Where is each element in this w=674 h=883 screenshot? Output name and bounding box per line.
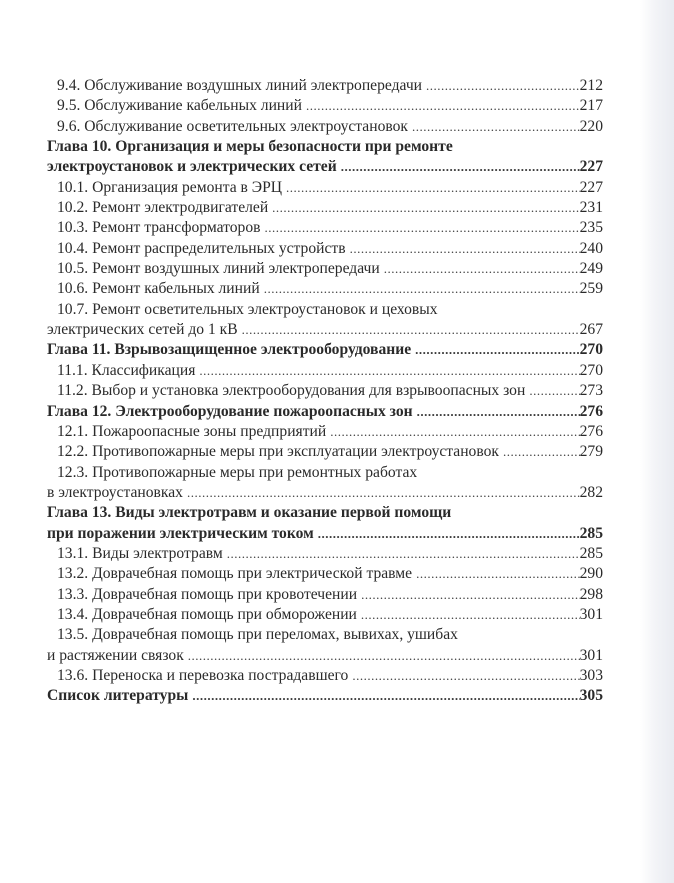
toc-leader-dots: [361, 585, 580, 605]
toc-entry-title: 11.2. Выбор и установка электрооборудования для взрывоопасных зон: [57, 382, 526, 400]
toc-chapter-title: Глава 12. Электрооборудование пожароопасных зон: [47, 402, 413, 420]
toc-entry-title: 13.2. Доврачебная помощь при электрической травме: [57, 565, 413, 583]
toc-entry-10-4[interactable]: [47, 239, 603, 259]
toc-entry-12-1[interactable]: [47, 422, 603, 442]
toc-chapter-title: Глава 13. Виды электротравм и оказание первой помощи: [47, 504, 452, 522]
toc-page-number: 276: [579, 422, 603, 440]
toc-leader-dots: [187, 483, 580, 503]
table-of-contents: [47, 76, 603, 707]
toc-leader-dots: [361, 605, 580, 625]
toc-entry-title: 13.5. Доврачебная помощь при переломах, вывихах, ушибах: [57, 626, 458, 644]
toc-entry-10-7[interactable]: [47, 300, 603, 320]
toc-chapter-11-heading[interactable]: [47, 340, 603, 360]
toc-entry-title: 13.3. Доврачебная помощь при кровотечении: [57, 585, 358, 603]
toc-leader-dots: [227, 544, 580, 564]
toc-entry-title: 13.4. Доврачебная помощь при обморожении: [57, 605, 357, 623]
toc-entry-13-5[interactable]: [47, 625, 603, 645]
toc-entry-13-3[interactable]: [47, 585, 603, 605]
toc-entry-title: 12.1. Пожароопасные зоны предприятий: [57, 422, 327, 440]
toc-leader-dots: [286, 178, 580, 198]
toc-entry-10-2[interactable]: [47, 198, 603, 218]
toc-entry-9-5[interactable]: [47, 96, 603, 116]
toc-page-number: 270: [579, 341, 603, 359]
toc-entry-title: и растяжении связок: [47, 646, 184, 664]
toc-entry-13-5-continuation[interactable]: [47, 646, 603, 666]
toc-entry-9-6[interactable]: [47, 117, 603, 137]
toc-leader-dots: [352, 666, 579, 686]
toc-leader-dots: [264, 218, 579, 238]
toc-entry-11-2[interactable]: [47, 381, 603, 401]
toc-leader-dots: [242, 320, 580, 340]
toc-leader-dots: [350, 239, 580, 259]
toc-page-number: 276: [579, 402, 603, 420]
toc-chapter-13-heading[interactable]: [47, 503, 603, 523]
toc-entry-title: 10.7. Ремонт осветительных электроустановок и цеховых: [57, 300, 438, 318]
toc-entry-10-5[interactable]: [47, 259, 603, 279]
toc-page-number: 267: [579, 321, 603, 339]
toc-leader-dots: [264, 279, 580, 299]
toc-leader-dots: [199, 361, 579, 381]
toc-page-number: 227: [579, 178, 603, 196]
toc-page-number: 259: [579, 280, 603, 298]
toc-page-number: 285: [579, 524, 603, 542]
toc-entry-title: 13.6. Переноска и перевозка пострадавшего: [57, 666, 349, 684]
toc-entry-title: 12.2. Противопожарные меры при эксплуатации электроустановок: [57, 443, 499, 461]
toc-entry-10-7-continuation[interactable]: [47, 320, 603, 340]
toc-leader-dots: [384, 259, 580, 279]
toc-entry-title: 10.2. Ремонт электродвигателей: [57, 199, 269, 217]
toc-page-number: 305: [579, 687, 603, 705]
toc-entry-10-3[interactable]: [47, 218, 603, 238]
toc-chapter-title: электроустановок и электрических сетей: [47, 158, 337, 176]
toc-entry-13-2[interactable]: [47, 564, 603, 584]
toc-entry-10-1[interactable]: [47, 178, 603, 198]
toc-entry-title: 9.4. Обслуживание воздушных линий электропередачи: [57, 77, 423, 94]
toc-chapter-10-continuation[interactable]: [47, 157, 603, 177]
toc-chapter-title: при поражении электрическим током: [47, 524, 314, 542]
toc-entry-title: электрических сетей до 1 кВ: [47, 321, 238, 339]
toc-entry-title: 10.3. Ремонт трансформаторов: [57, 219, 261, 237]
toc-page-number: 212: [579, 77, 603, 94]
toc-page-number: 298: [579, 585, 603, 603]
toc-entry-title: 13.1. Виды электротравм: [57, 544, 223, 562]
toc-entry-11-1[interactable]: [47, 361, 603, 381]
toc-page-number: 235: [579, 219, 603, 237]
toc-chapter-12-heading[interactable]: [47, 402, 603, 422]
toc-entry-13-6[interactable]: [47, 666, 603, 686]
toc-entry-13-4[interactable]: [47, 605, 603, 625]
toc-entry-title: 10.1. Организация ремонта в ЭРЦ: [57, 178, 283, 196]
toc-page-number: 303: [579, 666, 603, 684]
toc-page-number: 270: [579, 361, 603, 379]
toc-page-number: 217: [579, 97, 603, 115]
toc-page-number: 227: [579, 158, 603, 176]
toc-page-number: 290: [579, 565, 603, 583]
toc-page-number: 273: [579, 382, 603, 400]
toc-entry-title: 9.6. Обслуживание осветительных электроустановок: [57, 117, 408, 135]
toc-chapter-title: Список литературы: [47, 687, 189, 705]
toc-chapter-13-continuation[interactable]: [47, 524, 603, 544]
toc-leader-dots: [341, 157, 580, 177]
toc-chapter-title: Глава 10. Организация и меры безопасности при ремонте: [47, 138, 453, 156]
toc-leader-dots: [417, 402, 580, 422]
toc-entry-13-1[interactable]: [47, 544, 603, 564]
toc-leader-dots: [330, 422, 579, 442]
toc-entry-title: 9.5. Обслуживание кабельных линий: [57, 97, 302, 115]
toc-entry-title: 10.5. Ремонт воздушных линий электропередачи: [57, 260, 380, 278]
toc-page-number: 240: [579, 239, 603, 257]
toc-page-number: 301: [579, 605, 603, 623]
toc-entry-12-2[interactable]: [47, 442, 603, 462]
toc-page-number: 301: [579, 646, 603, 664]
toc-entry-title: 12.3. Противопожарные меры при ремонтных работах: [57, 463, 418, 481]
toc-leader-dots: [426, 76, 580, 96]
toc-page-number: 279: [579, 443, 603, 461]
toc-page-number: 249: [579, 260, 603, 278]
toc-bibliography[interactable]: [47, 686, 603, 706]
toc-page-number: 231: [579, 199, 603, 217]
toc-leader-dots: [412, 117, 580, 137]
toc-chapter-10-heading[interactable]: [47, 137, 603, 157]
toc-entry-10-6[interactable]: [47, 279, 603, 299]
toc-page-number: 285: [579, 544, 603, 562]
toc-leader-dots: [306, 96, 580, 116]
toc-entry-12-3-continuation[interactable]: [47, 483, 603, 503]
toc-entry-title: в электроустановках: [47, 483, 183, 501]
toc-chapter-title: Глава 11. Взрывозащищенное электрооборудование: [47, 341, 412, 359]
toc-leader-dots: [188, 646, 580, 666]
toc-entry-title: 10.4. Ремонт распределительных устройств: [57, 239, 346, 257]
toc-entry-9-4[interactable]: [47, 76, 603, 96]
toc-leader-dots: [192, 686, 579, 706]
toc-entry-title: 11.1. Классификация: [57, 361, 196, 379]
toc-leader-dots: [416, 564, 580, 584]
toc-entry-12-3[interactable]: [47, 463, 603, 483]
toc-leader-dots: [503, 442, 580, 462]
toc-leader-dots: [529, 381, 579, 401]
toc-entry-title: 10.6. Ремонт кабельных линий: [57, 280, 260, 298]
toc-leader-dots: [272, 198, 579, 218]
toc-page-number: 220: [579, 117, 603, 135]
toc-page-number: 282: [579, 483, 603, 501]
toc-leader-dots: [415, 340, 579, 360]
toc-leader-dots: [318, 524, 580, 544]
